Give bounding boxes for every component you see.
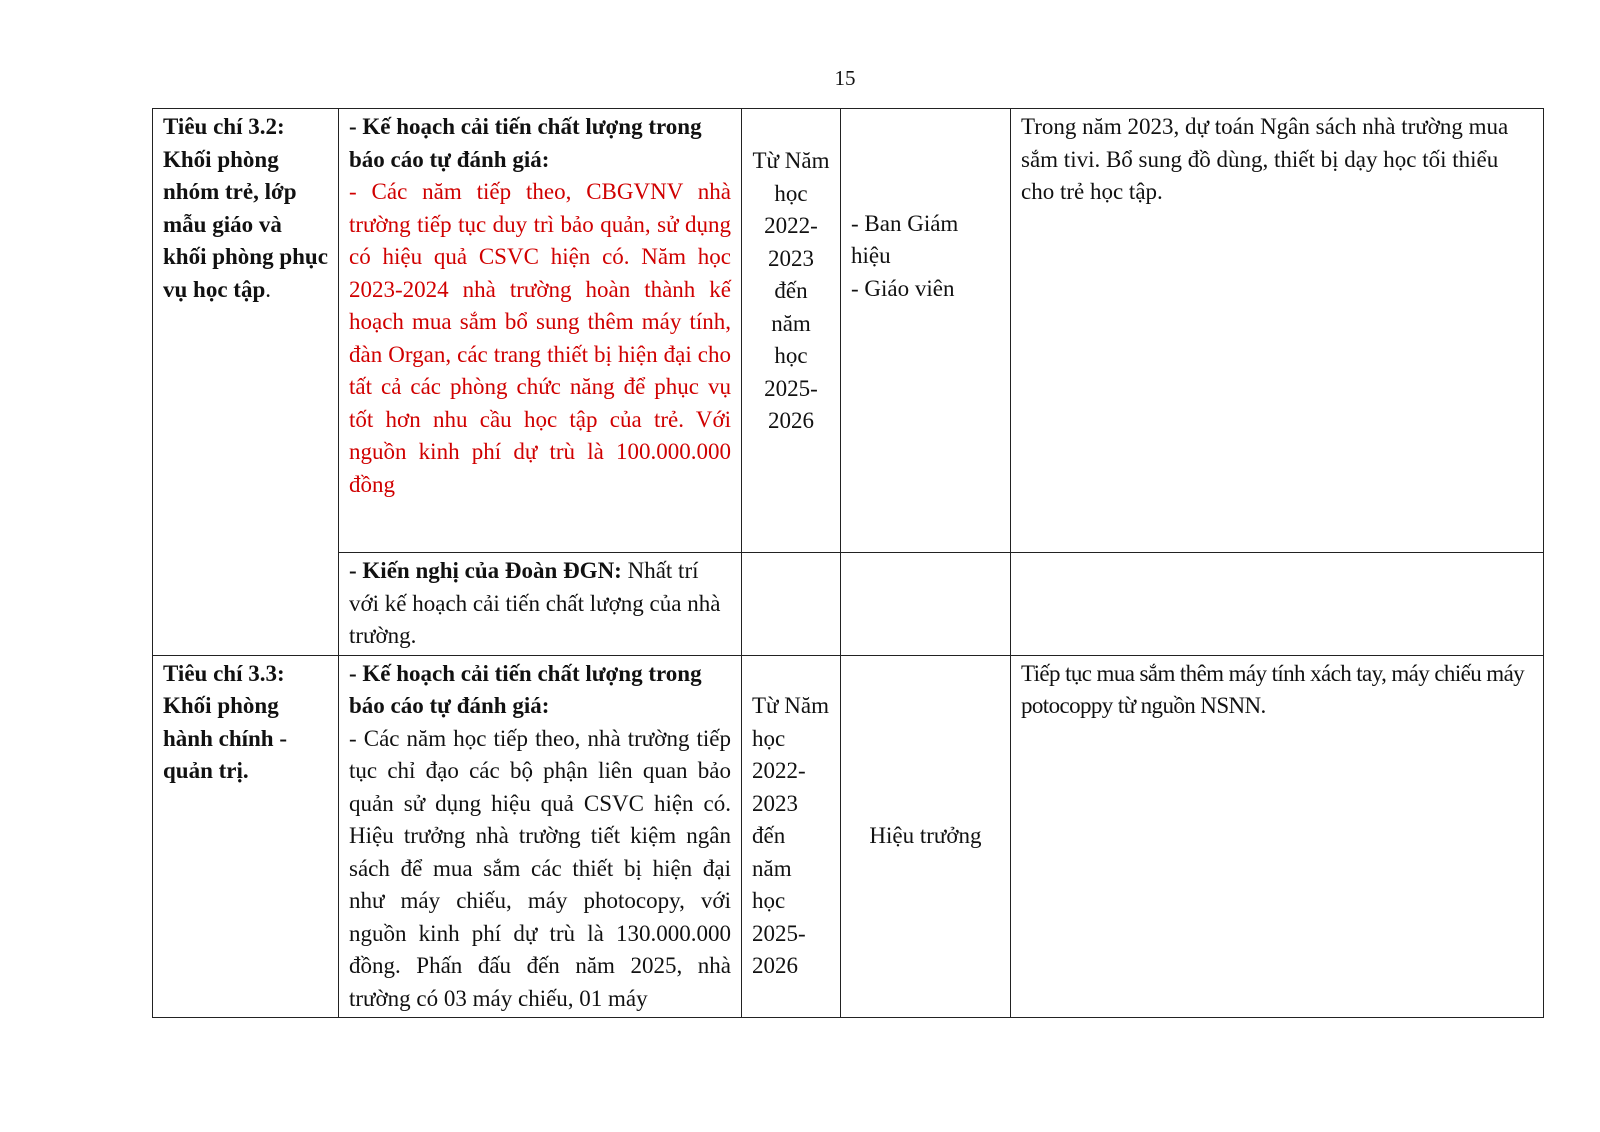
table-row-recommendation [153, 553, 1544, 656]
time-line: 2026 [752, 953, 798, 978]
empty-cell [1011, 553, 1544, 656]
time-cell [742, 655, 841, 1018]
criterion-cell [153, 655, 339, 1018]
time-line: 2025- [764, 375, 818, 401]
plan-heading: - Kế hoạch cải tiến chất lượng trong báo cáo tự đánh giá: [349, 660, 702, 718]
quality-improvement-table [152, 108, 1544, 1018]
responsible-line: Hiệu trưởng [869, 823, 982, 848]
time-line: học [774, 180, 808, 206]
criterion-label: Tiêu chí 3.3: [163, 660, 285, 686]
time-line: 2022- [752, 758, 806, 783]
criterion-title: Khối phòng nhóm trẻ, lớp mẫu giáo và khối phòng phục vụ học tập [163, 146, 328, 302]
empty-cell [841, 553, 1011, 656]
criterion-cell [153, 109, 339, 656]
table-row-criterion-3-2 [153, 109, 1544, 553]
criterion-tail: . [265, 276, 271, 302]
time-line: 2022- [764, 213, 818, 239]
responsible-line: - Giáo viên [851, 275, 955, 301]
time-line: Từ Năm [752, 148, 830, 174]
recommendation-cell [339, 553, 742, 656]
plan-cell [339, 655, 742, 1018]
plan-body: - Các năm tiếp theo, CBGVNV nhà trường tiếp tục duy trì bảo quản, sử dụng có hiệu quả CSVC hiện có. Năm học 2023-2024 nhà trường hoàn thành kế hoạch mua sắm bổ sung thêm máy tính, đàn Organ, các trang thiết bị hiện đại cho tất cả các phòng chức năng để phục vụ tốt hơn nhu cầu học tập của trẻ. Với nguồn kinh phí dự trù là 100.000.000 đồng [349, 179, 731, 497]
criterion-label: Tiêu chí 3.2: [163, 114, 285, 139]
plan-cell [339, 109, 742, 553]
responsible-cell [841, 109, 1011, 553]
result-cell [1011, 655, 1544, 1018]
plan-body: - Các năm học tiếp theo, nhà trường tiếp tục chỉ đạo các bộ phận liên quan bảo quản sử dụng hiệu quả CSVC hiện có. Hiệu trưởng nhà trường tiết kiệm ngân sách để mua sắm các thiết bị hiện đại như máy chiếu, máy photocopy, với nguồn kinh phí dự trù là 130.000.000 đồng. Phấn đấu đến năm 2025, nhà trường có 03 máy chiếu, 01 máy [349, 725, 731, 1011]
recommendation-text: Nhất trí với kế hoạch cải tiến chất lượng của nhà trường. [349, 558, 721, 648]
time-line: 2023 đến [752, 790, 798, 848]
time-line: 2025- [752, 920, 806, 946]
criterion-title: Khối phòng hành chính - quản trị. [163, 693, 288, 783]
result-text: Tiếp tục mua sắm thêm máy tính xách tay, máy chiếu máy potocoppy từ nguồn NSNN. [1021, 660, 1525, 718]
time-line: 2026 [768, 408, 814, 434]
time-cell [742, 109, 841, 553]
page-number: 15 [834, 66, 856, 90]
plan-heading: - Kế hoạch cải tiến chất lượng trong báo cáo tự đánh giá: [349, 114, 702, 172]
empty-cell [742, 553, 841, 656]
time-line: năm học [752, 855, 792, 913]
time-line: học [752, 725, 786, 751]
responsible-cell [841, 655, 1011, 1018]
recommendation-label: - Kiến nghị của Đoàn ĐGN: [349, 558, 622, 583]
result-text: Trong năm 2023, dự toán Ngân sách nhà trường mua sắm tivi. Bổ sung đồ dùng, thiết bị dạy học tối thiểu cho trẻ học tập. [1021, 114, 1509, 204]
time-line: Từ Năm [752, 693, 829, 718]
time-line: 2023 đến [768, 245, 814, 304]
table-row-criterion-3-3 [153, 655, 1544, 1018]
time-line: năm học [771, 310, 811, 369]
result-cell [1011, 109, 1544, 553]
responsible-line: - Ban Giám hiệu [851, 210, 959, 269]
